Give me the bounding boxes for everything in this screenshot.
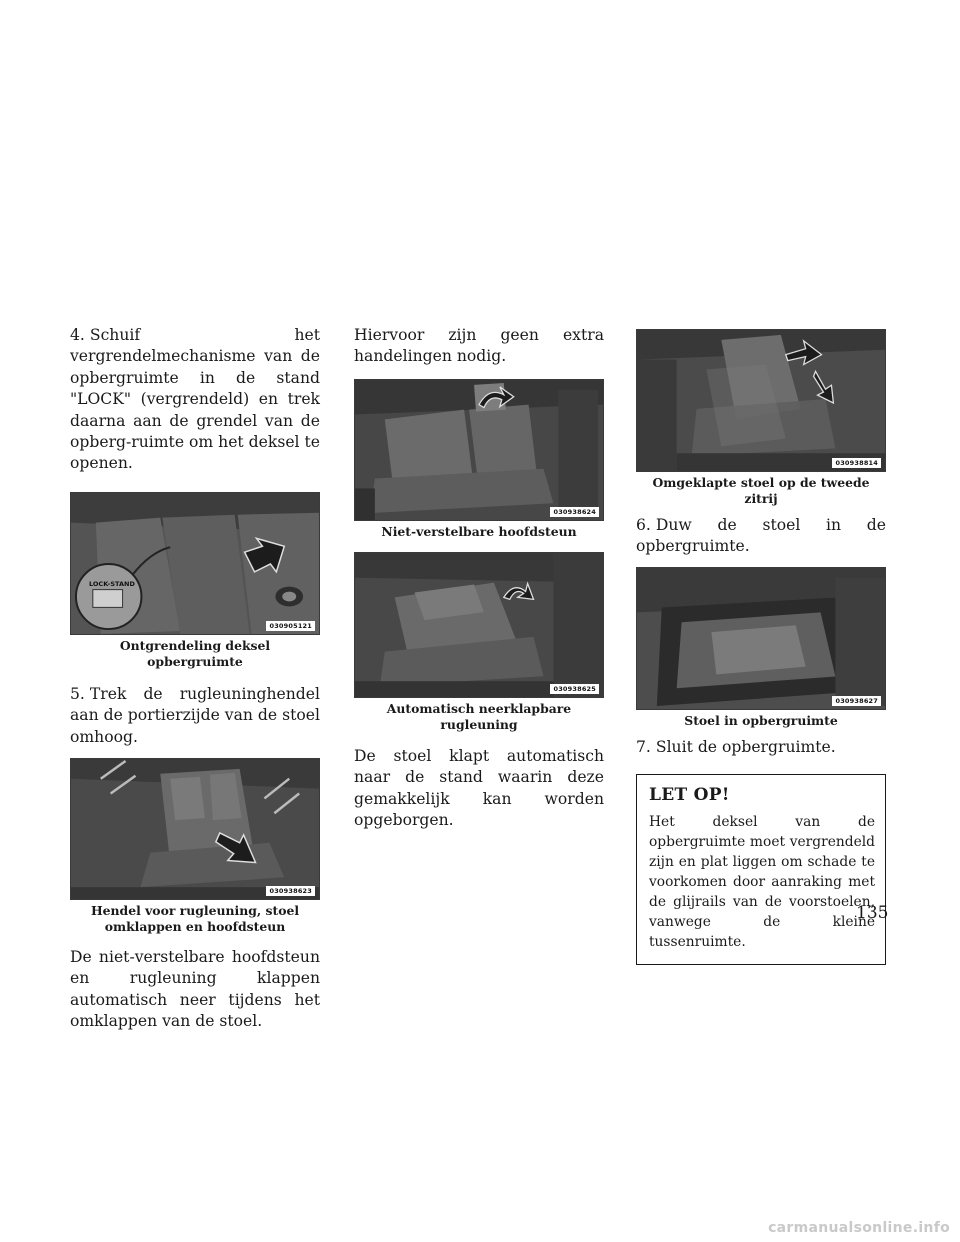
page-number: 135 <box>856 903 889 923</box>
figure-caption: Automatisch neerklapbare rugleuning <box>386 700 572 732</box>
paragraph-seat-folds: De stoel klapt automatisch naar de stand waarin deze gemakkelijk kan worden opgeborgen. <box>354 746 604 830</box>
figure-caption: Omgeklapte stoel op de tweede zitrij <box>652 475 870 506</box>
figure-code: 030938625 <box>550 684 599 694</box>
step-7: 7. Sluit de opbergruimte. <box>636 737 836 756</box>
paragraph-auto-fold: De niet-verstelbare hoofdsteun en rugleuning klappen automatisch neer tijdens het omklappen van de stoel. <box>70 948 320 1031</box>
figure-caption: Ontgrendeling deksel opbergruimte <box>119 637 271 669</box>
figure-caption: Niet-verstelbare hoofdsteun <box>381 523 577 539</box>
figure-caption: Stoel in opbergruimte <box>684 712 838 728</box>
watermark: carmanualsonline.info <box>768 1220 950 1236</box>
lock-stand-callout: LOCK-STAND <box>89 579 135 588</box>
figure-code: 030938814 <box>832 458 881 468</box>
column-3 <box>636 325 889 965</box>
step-5: 5. Trek de rugleuninghendel aan de portierzijde van de stoel omhoog. <box>70 684 320 746</box>
column-2 <box>354 325 604 831</box>
figure-code: 030905121 <box>266 621 315 631</box>
figure-folded-second-row-seat <box>636 329 886 472</box>
figure-caption: Hendel voor rugleuning, stoel omklappen en hoofdsteun <box>90 903 300 935</box>
warning-title: LET OP! <box>649 785 730 806</box>
figure-seat-in-storage <box>636 567 886 710</box>
step-4: 4. Schuif het vergrendelmechanisme van de opbergruimte in de stand "LOCK" (vergrendeld) en trek daarna aan de grendel van de opberg-ruimte om het deksel te openen. <box>70 326 320 473</box>
warning-text: Het deksel van de opbergruimte moet vergrendeld zijn en plat liggen om schade te voorkomen door aanraking met de glijrails van de voorstoelen, vanwege de kleine tussenruimte. <box>649 814 875 951</box>
figure-code: 030938627 <box>832 696 881 706</box>
figure-code: 030938623 <box>266 886 315 896</box>
figure-auto-fold-backrest <box>354 552 604 698</box>
step-6: 6. Duw de stoel in de opbergruimte. <box>636 516 886 556</box>
figure-recline-lever <box>70 758 320 900</box>
column-1 <box>70 325 320 1033</box>
figure-code: 030938624 <box>550 507 599 517</box>
figure-fixed-headrest <box>354 379 604 521</box>
paragraph-no-extra-action: Hiervoor zijn geen extra handelingen nodig. <box>354 326 604 366</box>
warning-box <box>636 774 889 965</box>
figure-storage-lid-release <box>70 492 320 635</box>
